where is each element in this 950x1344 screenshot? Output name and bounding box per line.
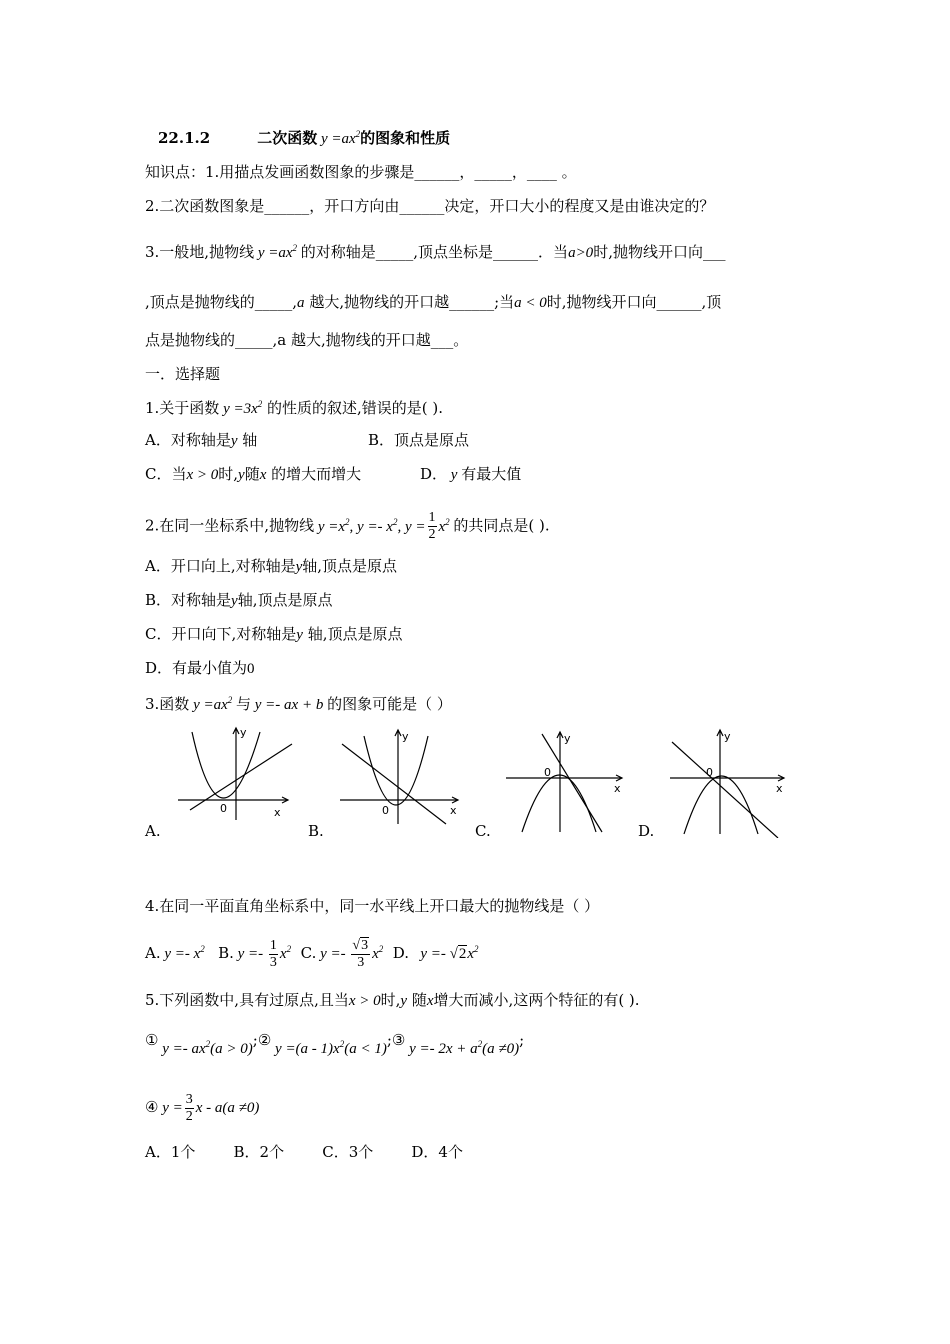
knowledge-line-3: 3.一般地,抛物线 $y =ax^2$ 的对称轴是_____,顶点坐标是______．当a>0时,抛物线开口向___ — [145, 243, 726, 261]
q2-option-c: C．开口向下,对称轴是y 轴,顶点是原点 — [145, 625, 403, 643]
q2-option-b: B．对称轴是y轴,顶点是原点 — [145, 591, 333, 609]
title-post: 的图象和性质 — [360, 129, 451, 147]
knowledge-line-1: 知识点：1.用描点发画函数图象的步骤是______，_____，____ 。 — [145, 163, 577, 181]
q1-option-b: B．顶点是原点 — [368, 431, 470, 449]
q5-choices-row-2: ④ y = $\frac{3}{2}$ x - a(a ≠0) — [145, 1091, 260, 1124]
section-heading: 一．选择题 — [145, 365, 221, 383]
q3-label-c: C. — [475, 822, 491, 840]
q3-a-axis-x: x — [274, 806, 281, 819]
q3-graph-d — [664, 726, 790, 838]
q3-a-axis-y: y — [240, 726, 247, 739]
q3-c-origin: 0 — [544, 766, 551, 779]
q3-d-axis-x: x — [776, 782, 783, 795]
q3-graph-c — [500, 728, 630, 834]
q3-c-axis-x: x — [614, 782, 621, 795]
q3-label-d: D. — [638, 822, 655, 840]
q1-option-d: D． y 有最大值 — [420, 465, 522, 483]
q3-graph-b — [334, 726, 464, 828]
q2-option-d: D．有最小值为0 — [145, 659, 255, 677]
q3-graph-a — [170, 724, 300, 824]
page-title: 22.1.2 二次函数 $y =ax^2$的图象和性质 — [158, 129, 451, 147]
q4-options: A. $y =- x^2$ B. y =- $\frac{1}{3}$ $x^2$ C. y =- $\frac{√3}{3}$ $x^2$ D. $y =- √2x^2$ — [145, 937, 479, 970]
q5-answers: A．1个 B．2个 C．3个 D．4个 — [145, 1143, 463, 1161]
knowledge-line-5: 点是抛物线的_____,a 越大,抛物线的开口越___。 — [145, 331, 469, 349]
q3-stem: 3.函数 $y =ax^2$ 与 y =- ax + b 的图象可能是（ ） — [145, 695, 452, 713]
knowledge-line-4: ,顶点是抛物线的_____,a 越大,抛物线的开口越______;当a < 0时,抛物线开口向______,顶 — [145, 293, 722, 311]
q3-c-axis-y: y — [564, 732, 571, 745]
q1-option-c: C．当x > 0时,y随x 的增大而增大 — [145, 465, 362, 483]
q5-stem: 5.下列函数中,具有过原点,且当x > 0时,y 随x增大而减小,这两个特征的有( ). — [145, 991, 640, 1009]
q2-option-a: A．开口向上,对称轴是y轴,顶点是原点 — [145, 557, 398, 575]
q3-a-origin: 0 — [220, 802, 227, 815]
q3-b-axis-y: y — [402, 730, 409, 743]
q3-label-a: A. — [145, 822, 161, 840]
title-number: 22.1.2 — [158, 129, 211, 147]
q4-stem: 4.在同一平面直角坐标系中，同一水平线上开口最大的抛物线是（ ） — [145, 897, 600, 915]
q3-b-origin: 0 — [382, 804, 389, 817]
q1-stem: 1.关于函数 $y =3x^2$ 的性质的叙述,错误的是( ). — [145, 399, 444, 417]
q3-d-origin: 0 — [706, 766, 713, 779]
q5-choices-row-1: ① $y =- ax^2(a$ > 0);② $y =(a - 1)x^2(a$ < 1);③ $y =- 2x + a^2(a \ne 0)$; — [145, 1031, 525, 1057]
q3-d-axis-y: y — [724, 730, 731, 743]
title-pre: 二次函数 — [257, 129, 318, 147]
q3-b-axis-x: x — [450, 804, 457, 817]
q3-label-b: B. — [308, 822, 324, 840]
q1-option-a: A．对称轴是y 轴 — [145, 431, 258, 449]
q2-stem: 2.在同一坐标系中,抛物线 $y =x^2$, $y =- x^2$, y = $\frac{1}{2}$ $x^2$ 的共同点是( ). — [145, 510, 550, 542]
knowledge-line-2: 2.二次函数图象是______，开口方向由______决定，开口大小的程度又是由谁决定的？ — [145, 197, 715, 215]
